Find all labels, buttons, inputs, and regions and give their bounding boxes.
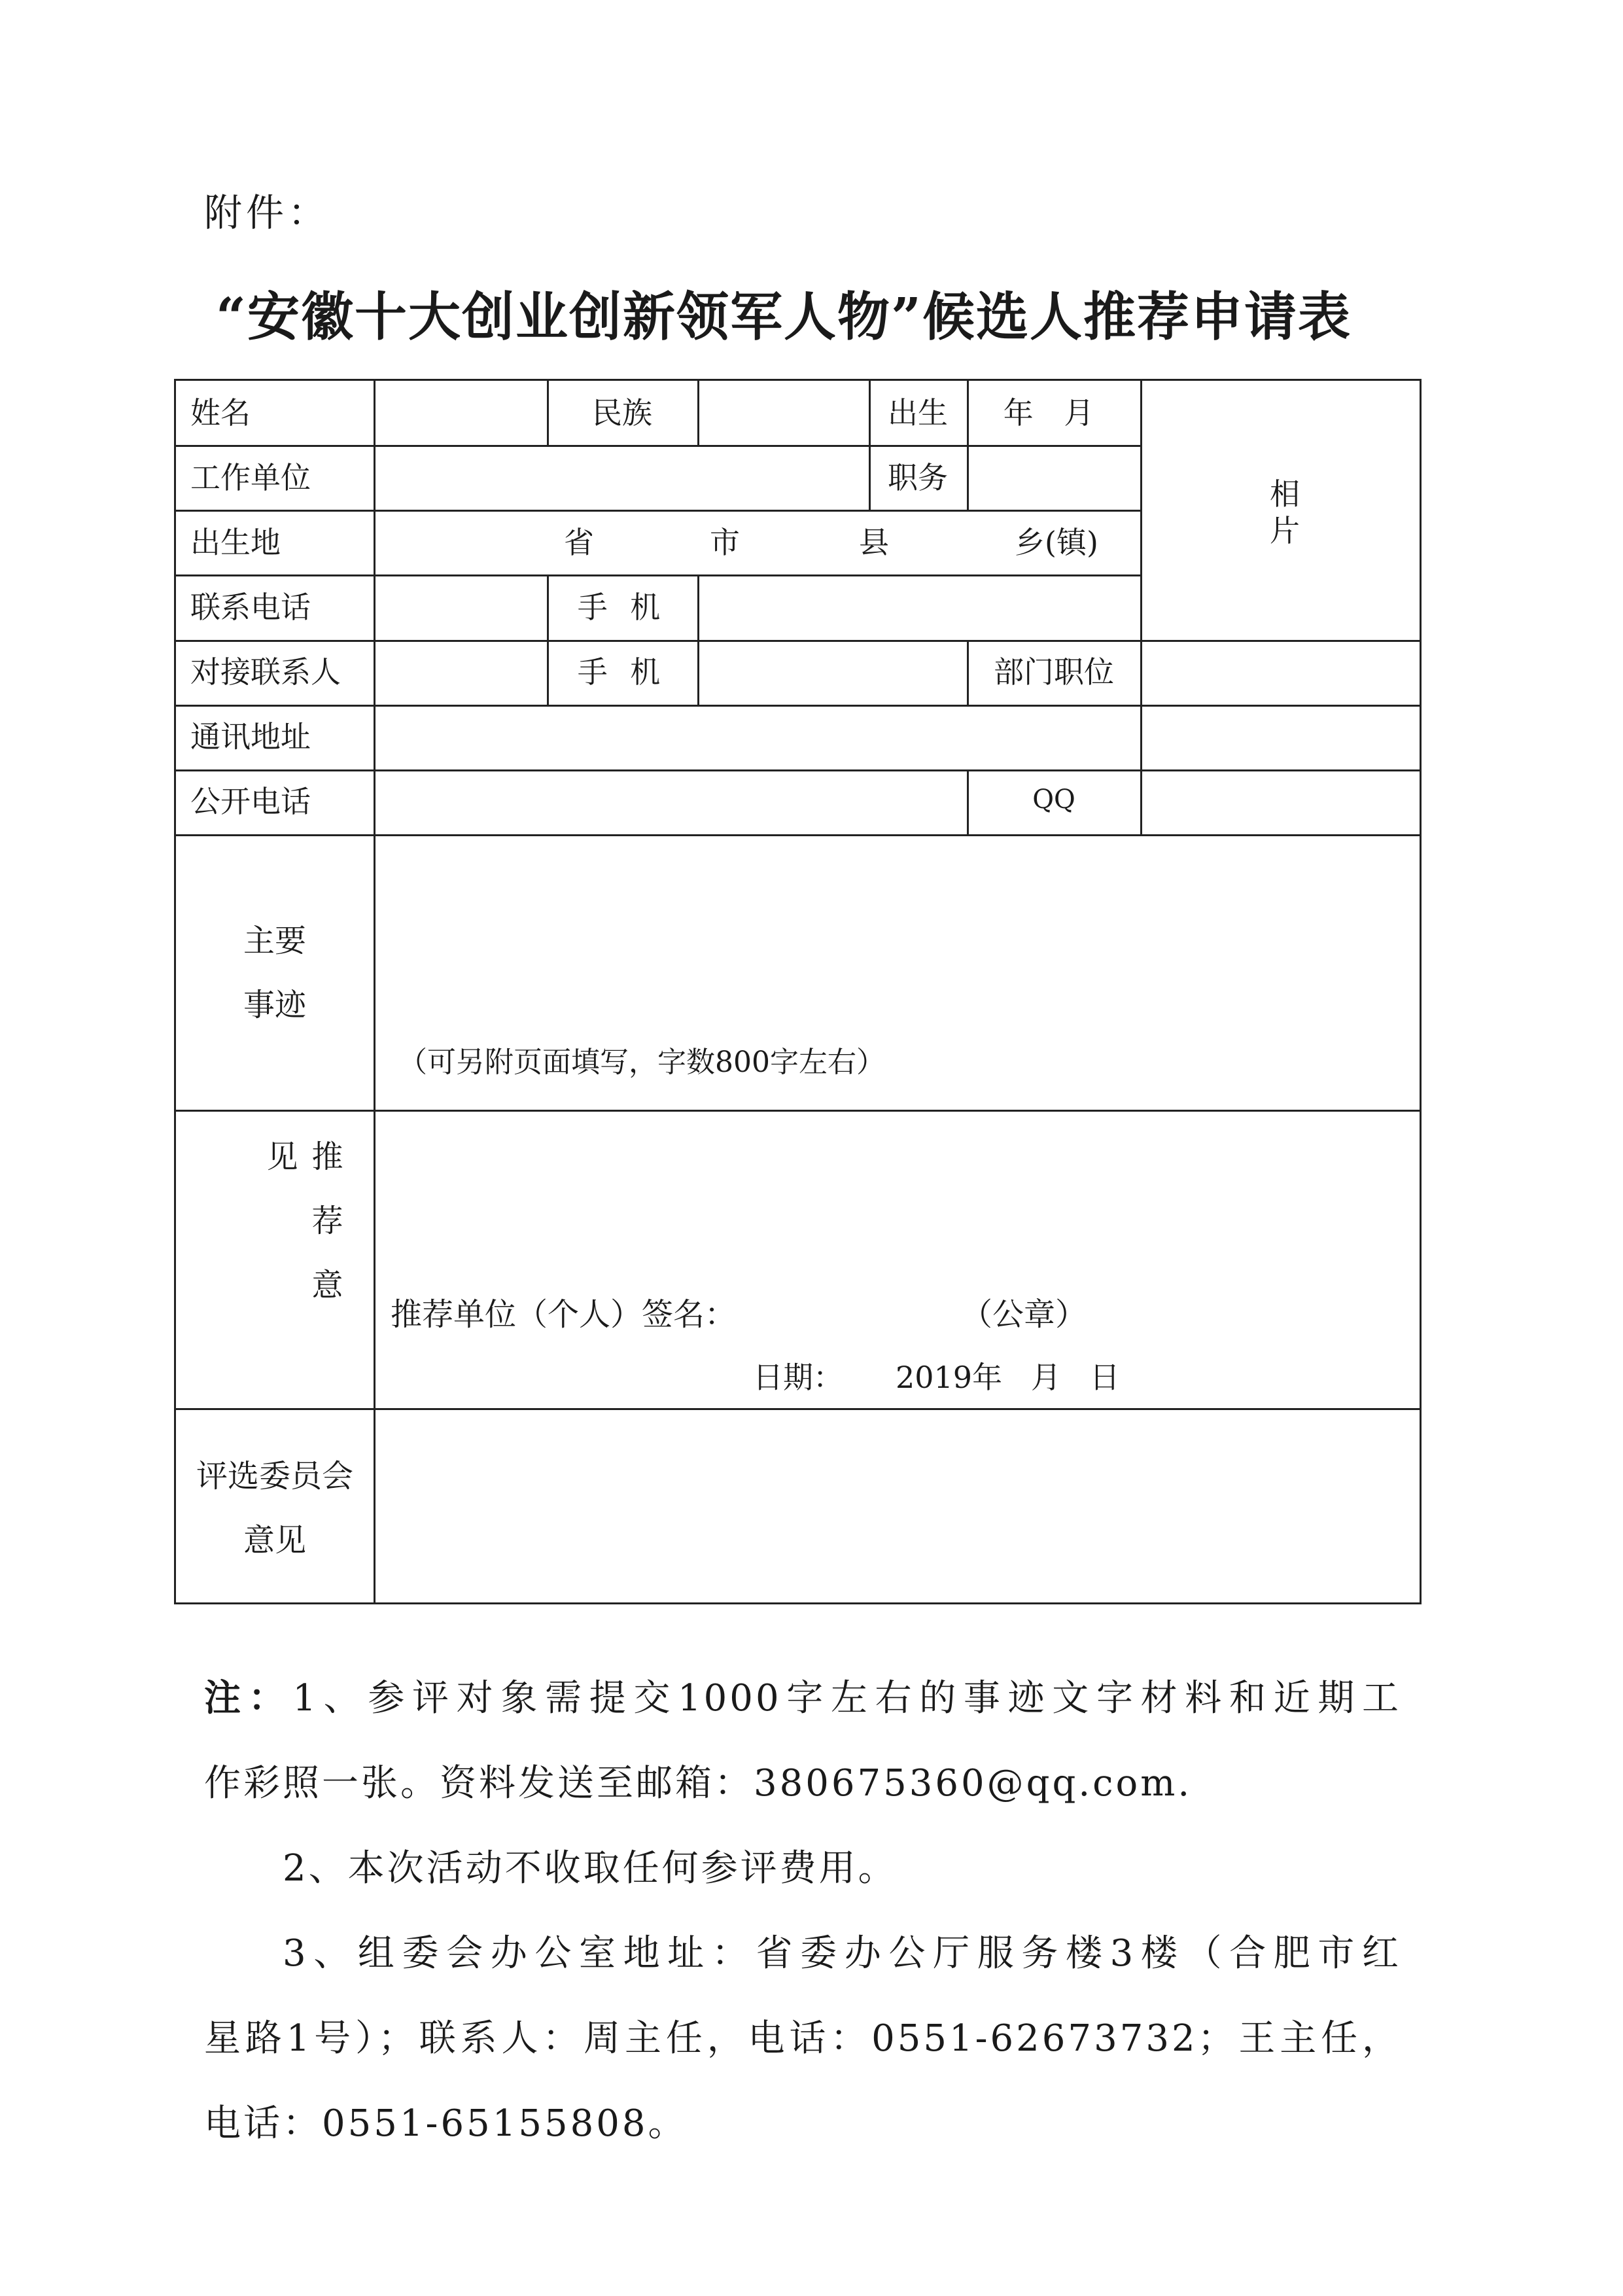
signature-label: 推荐单位（个人）签名： <box>391 1296 737 1333</box>
city-label: 市 <box>710 525 740 560</box>
birth-label: 出生 <box>888 395 948 431</box>
main-deeds-label-2: 事迹 <box>243 987 307 1023</box>
note-1-line-1 <box>204 1655 1401 1741</box>
position-label: 职务 <box>888 460 948 495</box>
document-title: “安徽十大创业创新领军人物”候选人推荐申请表 <box>216 286 1352 347</box>
row-divider <box>176 640 1422 642</box>
date-label: 日期： <box>753 1360 843 1395</box>
committee-label-2: 意见 <box>243 1522 307 1559</box>
province-label: 省 <box>564 525 594 560</box>
column-divider <box>967 769 969 834</box>
recommendation-label: 推荐意见 <box>261 1140 343 1332</box>
column-divider <box>967 640 969 705</box>
public-phone-label: 公开电话 <box>190 784 311 819</box>
committee-label-1: 评选委员会 <box>196 1458 354 1494</box>
column-divider <box>547 574 549 705</box>
mobile-label: 手 机 <box>577 590 667 625</box>
contact-mobile-label: 手 机 <box>577 654 667 690</box>
note-3-line-2: 星路1号）；联系人：周主任，电话：0551-62673732；王主任， <box>204 2017 1401 2060</box>
committee-field[interactable] <box>375 1410 1422 1604</box>
notes-prefix: 注： <box>204 1676 293 1720</box>
qq-label: QQ <box>1032 785 1075 815</box>
phone-field[interactable] <box>375 576 546 639</box>
work-unit-label: 工作单位 <box>190 460 311 495</box>
contact-person-label: 对接联系人 <box>190 654 341 690</box>
note-3-line-3: 电话：0551-65155808。 <box>204 2102 688 2145</box>
note-1-line-2: 作彩照一张。资料发送至邮箱：380675360@qq.com. <box>204 1762 1193 1805</box>
phone-label: 联系电话 <box>190 590 311 625</box>
note-3-line-1: 3、组委会办公室地址：省委办公厅服务楼3楼（合肥市红 <box>283 1932 1401 1975</box>
row-divider <box>176 510 1140 512</box>
ethnicity-field[interactable] <box>697 383 867 444</box>
name-field[interactable] <box>374 383 545 444</box>
ethnicity-label: 民族 <box>592 395 652 431</box>
county-label: 县 <box>859 525 889 560</box>
recommendation-field[interactable] <box>375 1112 1422 1288</box>
mobile-field[interactable] <box>699 576 1139 639</box>
date-value: 2019年 月 日 <box>896 1360 1120 1395</box>
address-field[interactable] <box>375 707 1422 768</box>
notes-section <box>204 1655 1401 2166</box>
town-label: 乡(镇) <box>1015 525 1098 560</box>
work-unit-field[interactable] <box>375 447 867 508</box>
position-field[interactable] <box>969 447 1139 508</box>
dept-position-label: 部门职位 <box>994 654 1114 690</box>
note-1-text-a: 1、参评对象需提交1000字左右的事迹文字材料和近期工 <box>292 1677 1402 1720</box>
column-divider <box>869 381 871 510</box>
attachment-label: 附件： <box>204 190 330 235</box>
birthplace-label: 出生地 <box>190 525 281 560</box>
application-form-table <box>174 379 1422 1604</box>
name-label: 姓名 <box>190 395 251 431</box>
main-deeds-field[interactable] <box>375 836 1422 1033</box>
photo-box <box>1142 381 1422 638</box>
column-divider <box>547 381 549 445</box>
address-label: 通讯地址 <box>190 719 311 754</box>
birth-year-month: 年 月 <box>1003 395 1105 431</box>
seal-label: （公章） <box>961 1296 1087 1333</box>
main-deeds-hint: （可另附页面填写，字数800字左右） <box>398 1046 885 1079</box>
note-2: 2、本次活动不收取任何参评费用。 <box>283 1847 898 1890</box>
photo-label: 相片 <box>1270 476 1300 548</box>
main-deeds-label-1: 主要 <box>243 923 307 959</box>
row-divider <box>176 769 1422 771</box>
